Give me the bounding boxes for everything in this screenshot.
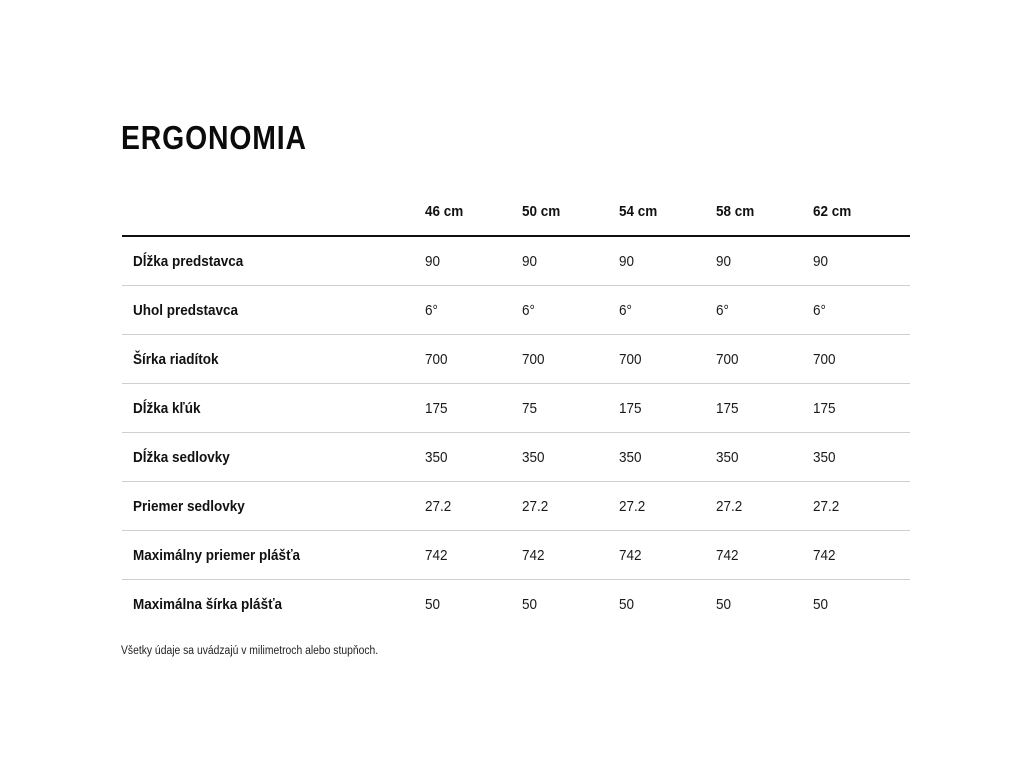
- page-title: ERGONOMIA: [121, 119, 307, 156]
- table-cell: 742: [813, 531, 910, 580]
- table-cell: 75: [522, 384, 619, 433]
- table-row: [122, 580, 910, 629]
- table-cell: 90: [619, 236, 716, 286]
- table-row: [122, 236, 910, 286]
- table-cell: 27.2: [813, 482, 910, 531]
- table-cell: 742: [619, 531, 716, 580]
- table-cell: 700: [522, 335, 619, 384]
- table-cell: 27.2: [619, 482, 716, 531]
- table-cell: 350: [522, 433, 619, 482]
- table-row: [122, 286, 910, 335]
- ergonomics-table: [122, 187, 910, 628]
- table-cell: 350: [425, 433, 522, 482]
- table-cell: 50: [716, 595, 732, 613]
- table-cell: 175: [425, 384, 522, 433]
- table-cell: 350: [813, 433, 910, 482]
- table-cell: 700: [813, 335, 910, 384]
- row-label: Šírka riadítok: [122, 335, 425, 384]
- units-footnote: Všetky údaje sa uvádzajú v milimetroch alebo stupňoch.: [121, 645, 379, 657]
- table-cell: 90: [425, 236, 522, 286]
- table-header-row: [122, 187, 910, 236]
- column-header-62cm: 62 cm: [813, 187, 910, 236]
- row-label: Maximálna šírka plášťa: [133, 595, 283, 613]
- table-body: [122, 236, 910, 628]
- table-cell: 27.2: [522, 482, 619, 531]
- table-cell: 742: [716, 531, 813, 580]
- table-cell: 6°: [522, 286, 619, 335]
- table-corner-cell: [122, 187, 425, 236]
- table-row: [122, 482, 910, 531]
- table-cell: 6°: [813, 286, 910, 335]
- column-header-58cm: 58 cm: [716, 187, 813, 236]
- table-cell: 27.2: [425, 482, 522, 531]
- table-cell: 175: [813, 384, 910, 433]
- row-label: Dĺžka sedlovky: [122, 433, 425, 482]
- table-cell: 6°: [425, 286, 522, 335]
- table-cell: 742: [425, 531, 522, 580]
- table-cell: 27.2: [716, 482, 813, 531]
- table-row: [122, 384, 910, 433]
- table-cell: 50: [522, 595, 538, 613]
- column-header-50cm: 50 cm: [522, 187, 619, 236]
- table-cell: 175: [619, 384, 716, 433]
- table-cell: 700: [619, 335, 716, 384]
- table-cell: 700: [425, 335, 522, 384]
- table-cell: 50: [619, 595, 635, 613]
- row-label: Maximálny priemer plášťa: [122, 531, 425, 580]
- table-row: [122, 531, 910, 580]
- table-row: [122, 335, 910, 384]
- table-cell: 90: [716, 236, 813, 286]
- row-label: Priemer sedlovky: [122, 482, 425, 531]
- table-cell: 90: [522, 236, 619, 286]
- column-header-46cm: 46 cm: [425, 187, 522, 236]
- table-cell: 50: [813, 595, 829, 613]
- table-cell: 50: [425, 595, 441, 613]
- table-cell: 700: [716, 335, 813, 384]
- table-cell: 350: [716, 433, 813, 482]
- table-cell: 6°: [619, 286, 716, 335]
- table-row: [122, 433, 910, 482]
- table-cell: 742: [522, 531, 619, 580]
- table-cell: 350: [619, 433, 716, 482]
- column-header-54cm: 54 cm: [619, 187, 716, 236]
- table-cell: 6°: [716, 286, 813, 335]
- table-cell: 90: [813, 236, 910, 286]
- row-label: Dĺžka predstavca: [122, 236, 425, 286]
- table-cell: 175: [716, 384, 813, 433]
- row-label: Dĺžka kľúk: [122, 384, 425, 433]
- row-label: Uhol predstavca: [122, 286, 425, 335]
